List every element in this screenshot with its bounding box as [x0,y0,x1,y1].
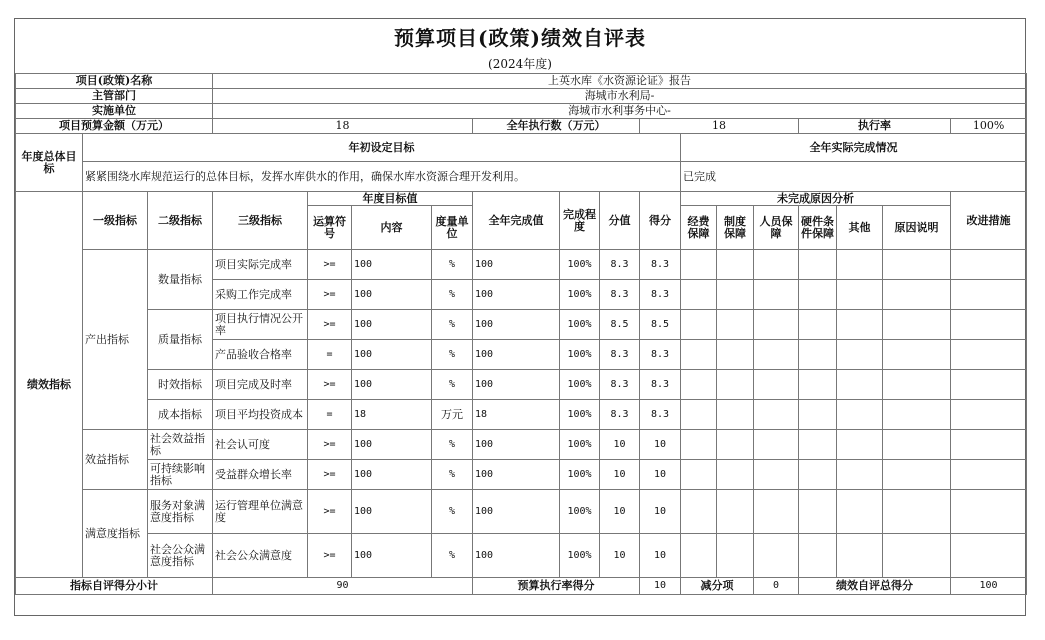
row-got: 8.3 [640,400,681,430]
goals-initial-label: 年初设定目标 [83,134,681,162]
row-degree: 100% [560,370,600,400]
row-score: 10 [600,490,640,534]
row-done: 18 [473,400,560,430]
info-row-name [16,74,1027,89]
row-op: >= [308,310,352,340]
l2-header: 二级指标 [148,192,213,250]
goals-initial-text: 紧紧围绕水库规范运行的总体目标，发挥水库供水的作用，确保水库水资源合理开发利用。 [83,162,681,192]
perf-label: 绩效指标 [16,192,83,578]
group-benefit: 效益指标 [83,430,148,490]
row-score: 10 [600,430,640,460]
indicator-header-row-1 [16,192,1027,206]
row-done: 100 [473,250,560,280]
row-got: 8.3 [640,250,681,280]
unit-label: 实施单位 [16,104,213,119]
deduct-value: 0 [754,578,799,595]
page-title: 预算项目(政策)绩效自评表 [394,26,646,50]
group-sustain: 可持续影响指标 [148,460,213,490]
row-l3: 项目执行情况公开率 [213,310,308,340]
fix-header: 改进措施 [951,192,1027,250]
subtotal-value: 90 [213,578,473,595]
got-header: 得分 [640,192,681,250]
group-svc: 服务对象满意度指标 [148,490,213,534]
footer-row [16,578,1027,595]
row-l3: 产品验收合格率 [213,340,308,370]
goals-header-row [16,134,1027,162]
row-degree: 100% [560,534,600,578]
exec-label: 预算执行率得分 [473,578,640,595]
executed-label: 全年执行数（万元） [473,119,640,134]
total-label: 绩效自评总得分 [799,578,951,595]
row-score: 8.3 [600,250,640,280]
r1-header: 经费保障 [681,206,717,250]
row-got: 10 [640,460,681,490]
row-unit: % [432,430,473,460]
row-content: 100 [352,250,432,280]
project-name-label: 项目(政策)名称 [16,74,213,89]
row-op: = [308,340,352,370]
row-content: 100 [352,310,432,340]
row-l3: 采购工作完成率 [213,280,308,310]
row-unit: % [432,340,473,370]
row-l3: 项目平均投资成本 [213,400,308,430]
row-op: >= [308,430,352,460]
table-row [16,430,1027,460]
unit-header: 度量单位 [432,206,473,250]
target-header: 年度目标值 [308,192,473,206]
goals-content-row [16,162,1027,192]
row-score: 8.3 [600,370,640,400]
row-done: 100 [473,430,560,460]
row-degree: 100% [560,400,600,430]
row-got: 10 [640,430,681,460]
row-l3: 受益群众增长率 [213,460,308,490]
row-l3: 社会认可度 [213,430,308,460]
exec-value: 10 [640,578,681,595]
row-score: 10 [600,460,640,490]
group-cost: 成本指标 [148,400,213,430]
rate-value: 100% [951,119,1027,134]
l3-header: 三级指标 [213,192,308,250]
r3-header: 人员保障 [754,206,799,250]
row-content: 18 [352,400,432,430]
unit-value: 海城市水利事务中心- [213,104,1027,119]
group-quantity: 数量指标 [148,250,213,310]
goals-label: 年度总体目标 [16,134,83,192]
row-unit: % [432,310,473,340]
row-done: 100 [473,534,560,578]
total-value: 100 [951,578,1027,595]
row-content: 100 [352,534,432,578]
budget-label: 项目预算金额（万元） [16,119,213,134]
row-content: 100 [352,460,432,490]
group-output: 产出指标 [83,250,148,430]
row-got: 8.5 [640,310,681,340]
row-unit: % [432,370,473,400]
info-row-department [16,89,1027,104]
table-row [16,370,1027,400]
content-header: 内容 [352,206,432,250]
r4-header: 硬件条件保障 [799,206,837,250]
row-degree: 100% [560,310,600,340]
row-op: >= [308,460,352,490]
row-got: 8.3 [640,340,681,370]
row-op: >= [308,534,352,578]
row-content: 100 [352,490,432,534]
row-op: >= [308,250,352,280]
row-score: 8.5 [600,310,640,340]
row-content: 100 [352,370,432,400]
r2-header: 制度保障 [717,206,754,250]
subtotal-label: 指标自评得分小计 [16,578,213,595]
l1-header: 一级指标 [83,192,148,250]
row-done: 100 [473,490,560,534]
op-header: 运算符号 [308,206,352,250]
row-got: 10 [640,490,681,534]
row-op: >= [308,280,352,310]
row-l3: 运行管理单位满意度 [213,490,308,534]
row-unit: % [432,534,473,578]
row-op: >= [308,490,352,534]
budget-value: 18 [213,119,473,134]
row-l3: 社会公众满意度 [213,534,308,578]
table-row [16,534,1027,578]
row-score: 8.3 [600,340,640,370]
table-row [16,490,1027,534]
row-unit: % [432,460,473,490]
row-content: 100 [352,340,432,370]
evaluation-table [15,73,1027,595]
project-name-value: 上英水库《水资源论证》报告 [213,74,1027,89]
row-l3: 项目完成及时率 [213,370,308,400]
info-row-unit [16,104,1027,119]
row-score: 8.3 [600,280,640,310]
row-unit: % [432,280,473,310]
row-score: 8.3 [600,400,640,430]
score-header: 分值 [600,192,640,250]
row-degree: 100% [560,460,600,490]
table-row [16,310,1027,340]
row-unit: 万元 [432,400,473,430]
table-row [16,400,1027,430]
row-done: 100 [473,280,560,310]
goals-actual-label: 全年实际完成情况 [681,134,1027,162]
row-got: 10 [640,534,681,578]
group-time: 时效指标 [148,370,213,400]
evaluation-sheet [14,18,1026,616]
done-header: 全年完成值 [473,192,560,250]
group-quality: 质量指标 [148,310,213,370]
row-score: 10 [600,534,640,578]
row-got: 8.3 [640,280,681,310]
group-public: 社会公众满意度指标 [148,534,213,578]
row-l3: 项目实际完成率 [213,250,308,280]
row-degree: 100% [560,490,600,534]
group-social: 社会效益指标 [148,430,213,460]
group-satisfaction: 满意度指标 [83,490,148,578]
row-done: 100 [473,460,560,490]
row-degree: 100% [560,340,600,370]
row-degree: 100% [560,250,600,280]
row-done: 100 [473,310,560,340]
rate-label: 执行率 [799,119,951,134]
row-op: = [308,400,352,430]
row-done: 100 [473,340,560,370]
row-done: 100 [473,370,560,400]
table-row [16,460,1027,490]
deduct-label: 减分项 [681,578,754,595]
department-label: 主管部门 [16,89,213,104]
row-op: >= [308,370,352,400]
goals-actual-text: 已完成 [681,162,1027,192]
degree-header: 完成程度 [560,192,600,250]
row-unit: % [432,490,473,534]
row-content: 100 [352,430,432,460]
r6-header: 原因说明 [883,206,951,250]
reason-header: 未完成原因分析 [681,192,951,206]
executed-value: 18 [640,119,799,134]
page-year: (2024年度) [488,57,552,71]
row-unit: % [432,250,473,280]
row-degree: 100% [560,430,600,460]
table-row [16,250,1027,280]
row-content: 100 [352,280,432,310]
r5-header: 其他 [837,206,883,250]
info-row-budget [16,119,1027,134]
department-value: 海城市水利局- [213,89,1027,104]
row-got: 8.3 [640,370,681,400]
row-degree: 100% [560,280,600,310]
